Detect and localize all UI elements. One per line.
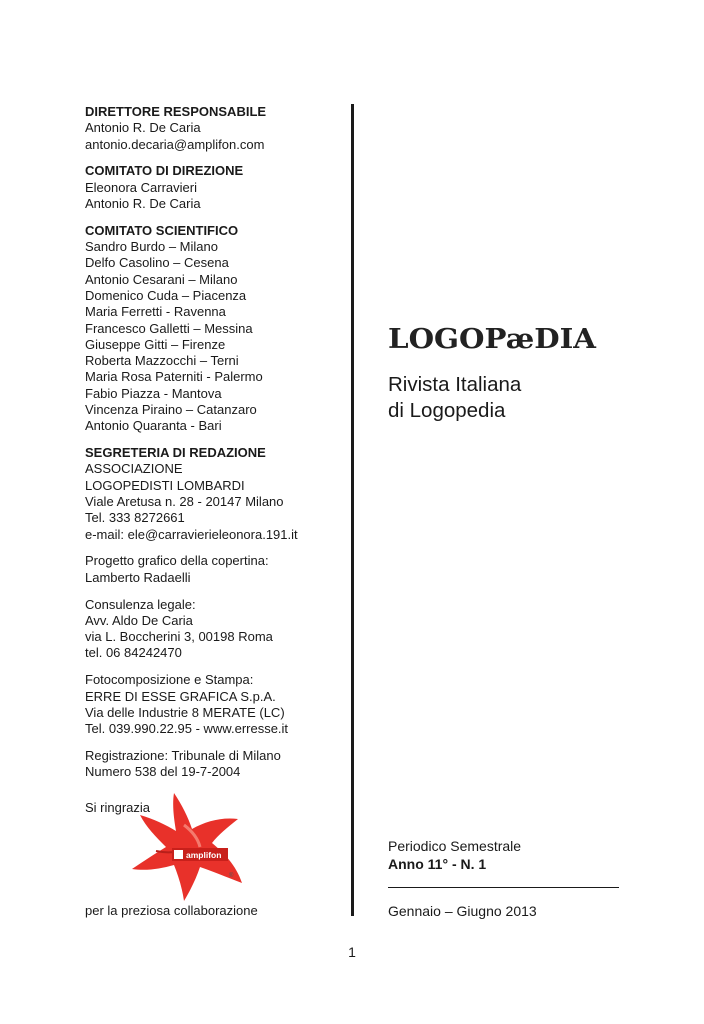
periodicity: Periodico Semestrale	[388, 838, 522, 854]
legal-phone: tel. 06 84242470	[85, 645, 182, 661]
director-email: antonio.decaria@amplifon.com	[85, 136, 265, 152]
director-heading: DIRETTORE RESPONSABILE	[85, 104, 267, 119]
secretariat-heading: SEGRETERIA DI REDAZIONE	[85, 445, 266, 461]
print-section	[85, 672, 340, 737]
scientific-member: Francesco Galletti – Messina	[85, 320, 253, 336]
page-number: 1	[348, 944, 356, 960]
registration-section	[85, 748, 340, 781]
masthead-column	[85, 104, 340, 791]
journal-logo-text: LOGOPæDIA	[388, 323, 597, 355]
registration-number: Numero 538 del 19-7-2004	[85, 764, 241, 780]
scientific-member: Sandro Burdo – Milano	[85, 239, 218, 255]
scientific-heading: COMITATO SCIENTIFICO	[85, 222, 239, 238]
board-member: Eleonora Carravieri	[85, 179, 197, 195]
vertical-divider	[351, 104, 354, 916]
svg-text:®: ®	[229, 873, 234, 879]
issue-number: Anno 11° - N. 1	[388, 856, 487, 872]
scientific-member: Maria Rosa Paterniti - Palermo	[85, 369, 263, 385]
secretariat-line: LOGOPEDISTI LOMBARDI	[85, 477, 245, 493]
thanks-closing: per la preziosa collaborazione	[85, 903, 258, 918]
subtitle-line: Rivista Italiana	[388, 373, 522, 396]
secretariat-line: ASSOCIAZIONE	[85, 461, 183, 477]
print-company: ERRE DI ESSE GRAFICA S.p.A.	[85, 688, 276, 704]
secretariat-section	[85, 445, 340, 543]
print-label: Fotocomposizione e Stampa:	[85, 672, 254, 688]
scientific-member: Maria Ferretti - Ravenna	[85, 304, 226, 320]
cover-design-label: Progetto grafico della copertina:	[85, 553, 269, 569]
scientific-member: Domenico Cuda – Piacenza	[85, 287, 247, 303]
scientific-member: Roberta Mazzocchi – Terni	[85, 353, 239, 369]
amplifon-logo	[126, 791, 266, 908]
cover-design-section	[85, 553, 340, 586]
horizontal-rule	[388, 887, 619, 888]
scientific-member: Delfo Casolino – Cesena	[85, 255, 229, 271]
scientific-member: Giuseppe Gitti – Firenze	[85, 336, 226, 352]
legal-section	[85, 597, 340, 662]
issue-date: Gennaio – Giugno 2013	[388, 903, 537, 919]
sponsor-logo-text: amplifon	[186, 850, 222, 860]
scientific-member: Fabio Piazza - Mantova	[85, 385, 222, 401]
registration-court: Registrazione: Tribunale di Milano	[85, 747, 281, 763]
board-heading: COMITATO DI DIREZIONE	[85, 163, 244, 179]
director-section	[85, 104, 340, 153]
print-contact: Tel. 039.990.22.95 - www.erresse.it	[85, 721, 289, 737]
subtitle-line: di Logopedia	[388, 399, 506, 422]
scientific-section	[85, 223, 340, 435]
board-section	[85, 163, 340, 212]
journal-subtitle	[388, 372, 521, 424]
legal-address: via L. Boccherini 3, 00198 Roma	[85, 629, 273, 645]
board-member: Antonio R. De Caria	[85, 195, 201, 211]
red-star-shape	[132, 793, 242, 901]
scientific-member: Antonio Cesarani – Milano	[85, 271, 238, 287]
issue-info	[388, 837, 521, 873]
director-name: Antonio R. De Caria	[85, 120, 201, 136]
cover-design-name: Lamberto Radaelli	[85, 569, 191, 585]
secretariat-address: Viale Aretusa n. 28 - 20147 Milano	[85, 494, 284, 510]
secretariat-email: e-mail: ele@carravierieleonora.191.it	[85, 526, 298, 542]
secretariat-phone: Tel. 333 8272661	[85, 510, 185, 526]
journal-logo	[388, 322, 600, 361]
legal-name: Avv. Aldo De Caria	[85, 612, 193, 628]
scientific-member: Vincenza Piraino – Catanzaro	[85, 402, 257, 418]
legal-label: Consulenza legale:	[85, 596, 196, 612]
scientific-member: Antonio Quaranta - Bari	[85, 418, 222, 434]
print-address: Via delle Industrie 8 MERATE (LC)	[85, 704, 285, 720]
thanks-intro: Si ringrazia	[85, 800, 151, 815]
